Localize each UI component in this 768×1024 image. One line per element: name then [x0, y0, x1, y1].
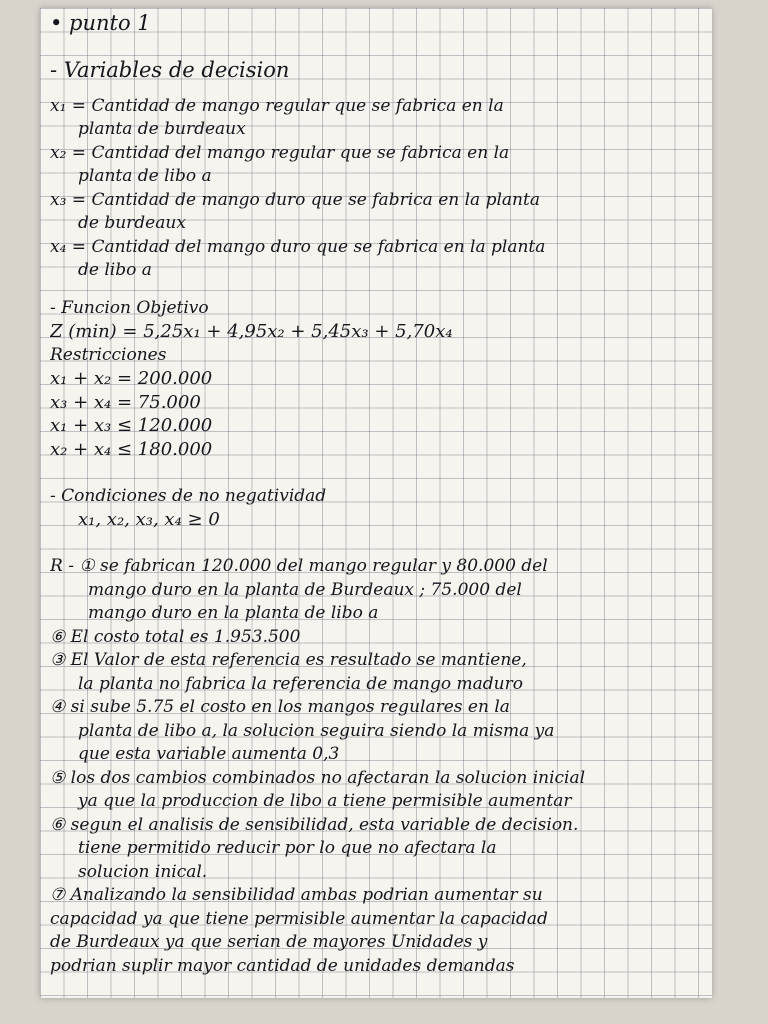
- restriction-1: x₁ + x₂ = 200.000: [50, 368, 213, 389]
- answer-7-line4: podrian suplir mayor cantidad de unidades demandas: [50, 955, 515, 976]
- answer-4-line1: ④ si sube 5.75 el costo en los mangos regulares en la: [50, 697, 510, 717]
- variable-x1-line1: x₁ = Cantidad de mango regular que se fabrica en la: [50, 95, 504, 116]
- answer-4-line2: planta de libo a, la solucion seguira siendo la misma ya: [78, 720, 555, 741]
- objective-heading: - Funcion Objetivo: [50, 297, 209, 318]
- restrictions-heading: Restricciones: [50, 344, 167, 365]
- variable-x2-line2: planta de libo a: [78, 166, 212, 186]
- answer-2: ⑥ El costo total es 1.953.500: [50, 626, 301, 647]
- answer-6-line3: solucion inical.: [78, 861, 208, 882]
- answer-7-line2: capacidad ya que tiene permisible aumentar la capacidad: [50, 908, 548, 929]
- answer-6-line2: tiene permitido reducir por lo que no afectara la: [78, 838, 497, 858]
- answer-4-line3: que esta variable aumenta 0,3: [78, 744, 340, 764]
- variable-x4-line2: de libo a: [78, 260, 152, 280]
- nonneg-heading: - Condiciones de no negatividad: [50, 485, 327, 506]
- answer-1-line3: mango duro en la planta de libo a: [88, 603, 379, 623]
- variables-heading: - Variables de decision: [50, 59, 290, 82]
- notebook-page: [40, 8, 712, 998]
- answer-5-line2: ya que la produccion de libo a tiene permisible aumentar: [78, 791, 572, 811]
- answer-6-line1: ⑥ segun el analisis de sensibilidad, esta variable de decision.: [50, 814, 579, 835]
- restriction-4: x₂ + x₄ ≤ 180.000: [50, 438, 213, 460]
- handwritten-content: [50, 8, 705, 978]
- restriction-3: x₁ + x₃ ≤ 120.000: [50, 415, 213, 436]
- nonneg-formula: x₁, x₂, x₃, x₄ ≥ 0: [78, 509, 220, 530]
- answer-7-line3: de Burdeaux ya que serian de mayores Unidades y: [50, 932, 488, 952]
- restriction-2: x₃ + x₄ = 75.000: [50, 391, 201, 413]
- variable-x3-line2: de burdeaux: [78, 213, 186, 233]
- page-title: • punto 1: [50, 12, 151, 35]
- answer-3-line1: ③ El Valor de esta referencia es resultado se mantiene,: [50, 650, 527, 670]
- answer-1-line2: mango duro en la planta de Burdeaux ; 75.000 del: [88, 579, 522, 600]
- answer-1-line1: R - ① se fabrican 120.000 del mango regular y 80.000 del: [50, 556, 548, 576]
- variable-x4-line1: x₄ = Cantidad del mango duro que se fabrica en la planta: [50, 236, 546, 257]
- answer-7-line1: ⑦ Analizando la sensibilidad ambas podrian aumentar su: [50, 885, 543, 905]
- variable-x1-line2: planta de burdeaux: [78, 119, 246, 139]
- variable-x2-line1: x₂ = Cantidad del mango regular que se fabrica en la: [50, 142, 510, 163]
- answer-5-line1: ⑤ los dos cambios combinados no afectaran la solucion inicial: [50, 767, 586, 788]
- objective-formula: Z (min) = 5,25x₁ + 4,95x₂ + 5,45x₃ + 5,70x₄: [50, 321, 453, 342]
- variable-x3-line1: x₃ = Cantidad de mango duro que se fabrica en la planta: [50, 189, 540, 210]
- answer-3-line2: la planta no fabrica la referencia de mango maduro: [78, 673, 523, 694]
